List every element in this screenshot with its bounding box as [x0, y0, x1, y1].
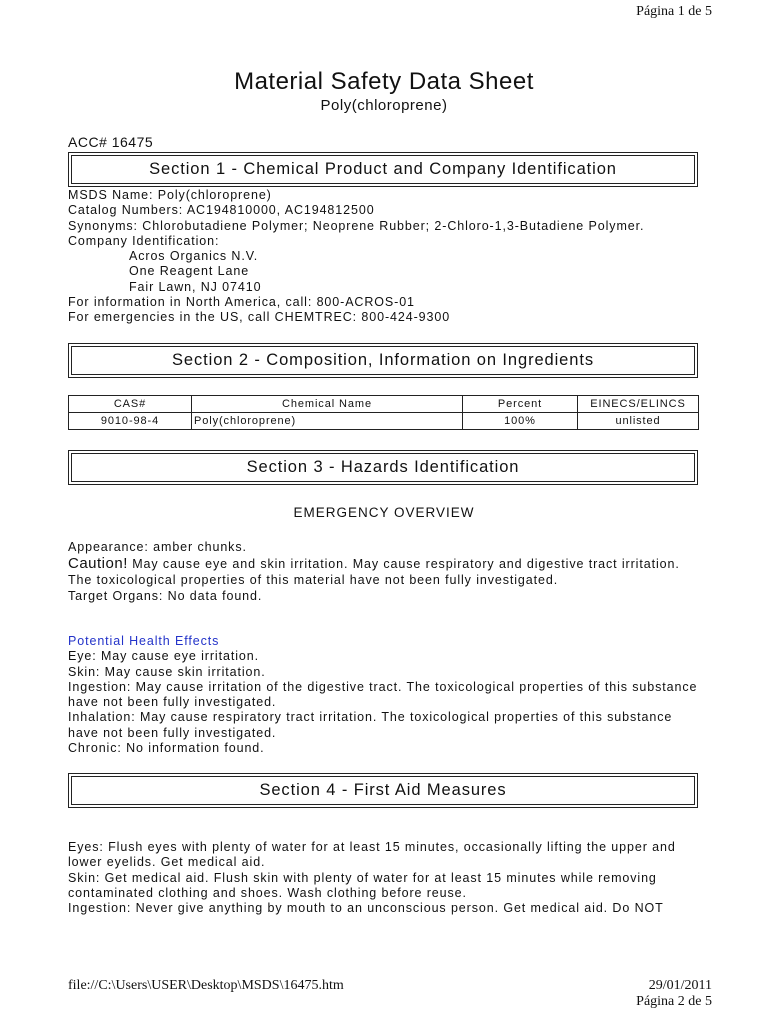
potential-health-effects-heading: Potential Health Effects [68, 634, 220, 648]
table-row [69, 413, 699, 430]
company-street: One Reagent Lane [129, 264, 250, 279]
ingestion-effects-cont: have not been fully investigated. [68, 695, 277, 710]
footer-date: 29/01/2011 [648, 978, 712, 993]
section3-header-box [68, 450, 698, 485]
page-number-bottom: Página 2 de 5 [636, 994, 712, 1009]
first-aid-eyes: Eyes: Flush eyes with plenty of water for at least 15 minutes, occasionally lifting the upper and [68, 840, 676, 854]
document-subtitle: Poly(chloroprene) [320, 97, 448, 114]
col-header-cas: CAS# [69, 396, 192, 413]
page-number-top: Página 1 de 5 [636, 4, 712, 19]
col-header-einecs: EINECS/ELINCS [578, 396, 699, 413]
cell-cas: 9010-98-4 [69, 413, 192, 430]
acc-number: ACC# 16475 [68, 134, 154, 150]
section3-overview [68, 540, 680, 604]
section1-header-box [68, 152, 698, 187]
chronic-effects: Chronic: No information found. [68, 741, 265, 756]
first-aid-ingestion: Ingestion: Never give anything by mouth to an unconscious person. Get medical aid. Do NOT [68, 901, 664, 916]
composition-table [68, 395, 699, 430]
inhalation-effects: Inhalation: May cause respiratory tract irritation. The toxicological properties of this substance [68, 710, 673, 725]
target-organs: Target Organs: No data found. [68, 588, 263, 603]
cell-percent: 100% [463, 413, 578, 430]
synonyms: Synonyms: Chlorobutadiene Polymer; Neoprene Rubber; 2-Chloro-1,3-Butadiene Polymer. [68, 218, 645, 233]
info-north-america: For information in North America, call: 800-ACROS-01 [68, 295, 415, 310]
col-header-percent: Percent [463, 396, 578, 413]
section1-content [68, 188, 644, 326]
skin-effects: Skin: May cause skin irritation. [68, 664, 266, 679]
tox-note: The toxicological properties of this material have not been fully investigated. [68, 573, 559, 588]
first-aid-skin-cont: contaminated clothing and shoes. Wash clothing before reuse. [68, 885, 467, 900]
caution-line [68, 555, 680, 573]
section4-heading: Section 4 - First Aid Measures [71, 776, 695, 805]
section2-heading: Section 2 - Composition, Information on Ingredients [71, 346, 695, 375]
emergency-phone: For emergencies in the US, call CHEMTREC: 800-424-9300 [68, 310, 451, 325]
eye-effects: Eye: May cause eye irritation. [68, 649, 259, 664]
caution-word: Caution! [68, 555, 128, 573]
first-aid-eyes-cont: lower eyelids. Get medical aid. [68, 855, 266, 870]
section4-content [68, 840, 676, 916]
cell-einecs: unlisted [578, 413, 699, 430]
emergency-overview-title: EMERGENCY OVERVIEW [293, 505, 475, 520]
msds-name: MSDS Name: Poly(chloroprene) [68, 188, 272, 202]
catalog-numbers: Catalog Numbers: AC194810000, AC194812500 [68, 203, 375, 218]
inhalation-effects-cont: have not been fully investigated. [68, 725, 277, 740]
section1-heading: Section 1 - Chemical Product and Company Identification [71, 155, 695, 184]
document-title: Material Safety Data Sheet [234, 68, 534, 95]
cell-chemical-name: Poly(chloroprene) [192, 413, 463, 430]
table-header-row [69, 396, 699, 413]
section2-header-box [68, 343, 698, 378]
company-city: Fair Lawn, NJ 07410 [129, 279, 262, 294]
company-identification-label: Company Identification: [68, 233, 220, 248]
section4-header-box [68, 773, 698, 808]
footer-file-path: file://C:\Users\USER\Desktop\MSDS\16475.htm [68, 978, 344, 993]
potential-health-effects [68, 634, 697, 756]
col-header-chemical-name: Chemical Name [192, 396, 463, 413]
ingestion-effects: Ingestion: May cause irritation of the digestive tract. The toxicological properties of this substance [68, 679, 698, 694]
caution-text: May cause eye and skin irritation. May cause respiratory and digestive tract irritation. [127, 557, 680, 572]
appearance: Appearance: amber chunks. [68, 540, 247, 554]
first-aid-skin: Skin: Get medical aid. Flush skin with plenty of water for at least 15 minutes while removing [68, 870, 657, 885]
company-name: Acros Organics N.V. [129, 249, 259, 264]
section3-heading: Section 3 - Hazards Identification [71, 453, 695, 482]
